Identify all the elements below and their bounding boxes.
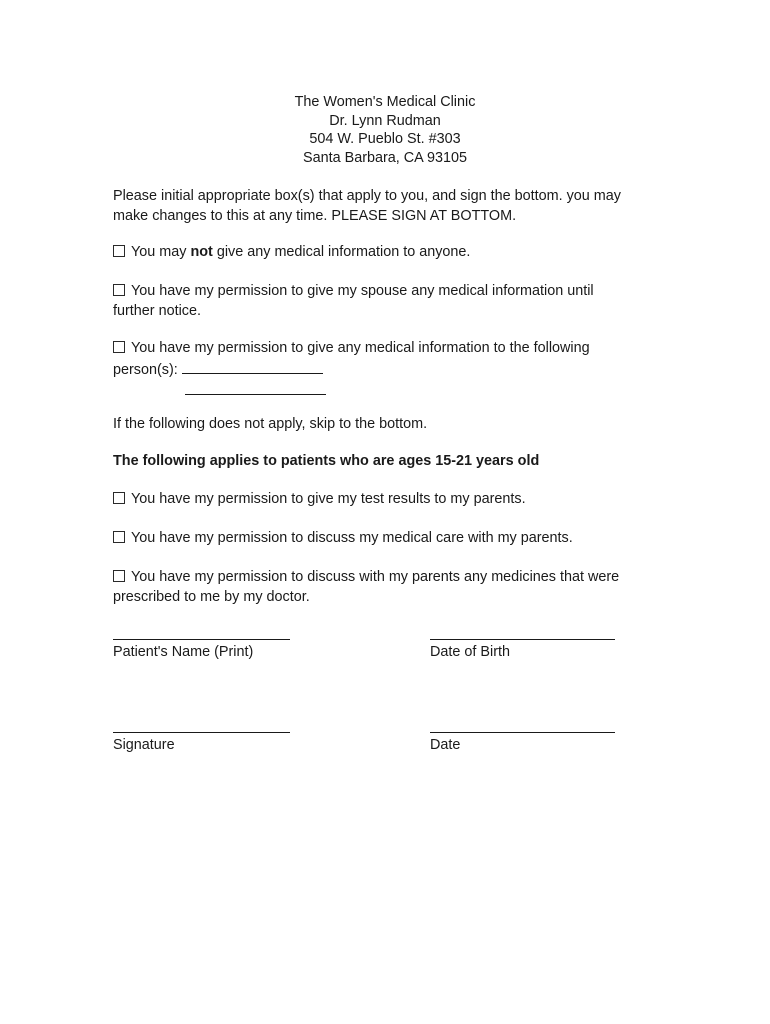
- date-of-birth-line[interactable]: [430, 639, 615, 640]
- option-medicines: [113, 568, 658, 607]
- minors-heading: The following applies to patients who are ages 15-21 years old: [113, 453, 540, 469]
- option-test-results: [113, 490, 658, 510]
- patient-name-label: Patient's Name (Print): [113, 644, 254, 660]
- instructions-line-2: make changes to this at any time. PLEASE SIGN AT BOTTOM.: [113, 207, 517, 224]
- skip-note: If the following does not apply, skip to the bottom.: [113, 416, 428, 432]
- option-no-info-before: You may: [131, 244, 191, 260]
- checkbox-medicines[interactable]: [113, 570, 125, 582]
- option-medical-care: [113, 529, 658, 549]
- option-test-results-label: You have my permission to give my test results to my parents.: [131, 491, 526, 507]
- street-address: 504 W. Pueblo St. #303: [309, 131, 461, 148]
- option-medical-care-label: You have my permission to discuss my medical care with my parents.: [131, 530, 573, 546]
- option-spouse-line-2: further notice.: [113, 302, 201, 319]
- checkbox-test-results[interactable]: [113, 492, 125, 504]
- skip-note-block: [113, 415, 658, 435]
- persons-name-blank-2[interactable]: [185, 380, 326, 395]
- signature-label: Signature: [113, 737, 175, 753]
- option-no-info: [113, 243, 658, 263]
- option-spouse: [113, 282, 658, 321]
- option-persons-line-1: You have my permission to give any medical information to the following: [131, 340, 590, 356]
- signature-line[interactable]: [113, 732, 290, 733]
- checkbox-no-info[interactable]: [113, 245, 125, 257]
- instructions-line-1: Please initial appropriate box(s) that apply to you, and sign the bottom. you may: [113, 188, 621, 204]
- option-medicines-line-1: You have my permission to discuss with my parents any medicines that were: [131, 569, 620, 585]
- patient-name-line[interactable]: [113, 639, 290, 640]
- option-no-info-after: give any medical information to anyone.: [212, 244, 471, 260]
- date-line[interactable]: [430, 732, 615, 733]
- clinic-header: [0, 93, 770, 168]
- option-persons: [113, 339, 658, 402]
- option-spouse-line-1: You have my permission to give my spouse any medical information until: [131, 283, 594, 299]
- option-medicines-line-2: prescribed to me by my doctor.: [113, 588, 310, 605]
- checkbox-spouse[interactable]: [113, 284, 125, 296]
- date-label: Date: [430, 737, 461, 753]
- checkbox-persons[interactable]: [113, 341, 125, 353]
- persons-name-blank-1[interactable]: [182, 359, 323, 374]
- option-no-info-emphasis: not: [190, 244, 213, 260]
- date-of-birth-label: Date of Birth: [430, 644, 510, 660]
- doctor-name: Dr. Lynn Rudman: [329, 112, 441, 129]
- minors-heading-block: [113, 452, 658, 472]
- instructions: [113, 187, 658, 226]
- checkbox-medical-care[interactable]: [113, 531, 125, 543]
- city-state-zip: Santa Barbara, CA 93105: [302, 150, 467, 167]
- clinic-name: The Women's Medical Clinic: [294, 94, 476, 110]
- option-persons-line-2-prefix: person(s):: [113, 361, 182, 378]
